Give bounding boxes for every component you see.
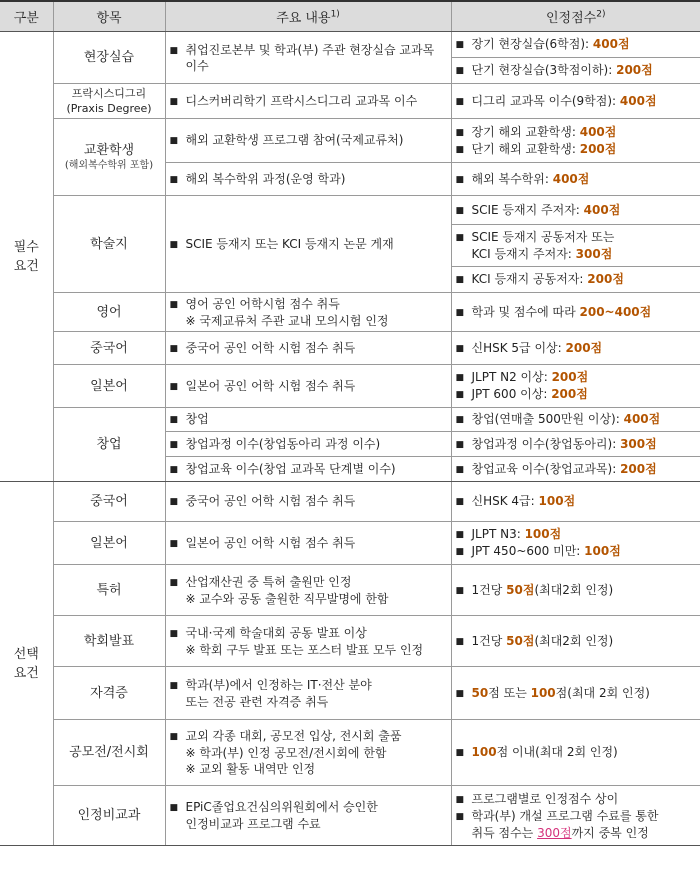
item-japanese-required: 일본어 <box>53 365 165 408</box>
table-row: 프락시스디그리 (Praxis Degree) ■ 디스커버리학기 프락시스디그리 교과목 이수 ■ 디그리 교과목 이수(9학점): 400점 <box>0 84 700 119</box>
section-optional: 선택 요건 <box>0 482 53 846</box>
table-row: 선택 요건 중국어 ■ 중국어 공인 어학 시험 점수 취득 ■ 신HSK 4급: 100점 <box>0 482 700 522</box>
item-contest: 공모전/전시회 <box>53 720 165 786</box>
table-row: ■ 단기 현장실습(3학점이하): 200점 <box>0 58 700 84</box>
item-chinese-required: 중국어 <box>53 332 165 365</box>
table-row: ■ SCIE 등재지 공동저자 또는 KCI 등재지 주저자: 300점 <box>0 225 700 267</box>
table-row: 자격증 ■ 학과(부)에서 인정하는 IT·전산 분야 또는 전공 관련 자격증 취득 ■ 50점 또는 100점(최대 2회 인정) <box>0 667 700 720</box>
item-startup: 창업 <box>53 408 165 482</box>
table-row: 특허 ■ 산업재산권 중 특허 출원만 인정 ※ 교수와 공동 출원한 직무발명에 한함 ■ 1건당 50점(최대2회 인정) <box>0 565 700 616</box>
table-row: 필수 요건 현장실습 ■ 취업진로본부 및 학과(부) 주관 현장실습 교과목 이수 ■ 장기 현장실습(6학점): 400점 <box>0 32 700 58</box>
header-gubun: 구분 <box>0 1 53 32</box>
item-accredited: 인정비교과 <box>53 786 165 846</box>
table-row: 학술지 ■ SCIE 등재지 또는 KCI 등재지 논문 게재 ■ SCIE 등재지 주저자: 400점 <box>0 196 700 225</box>
table-row: 영어 ■ 영어 공인 어학시험 점수 취득 ※ 국제교류처 주관 교내 모의시험 인정 ■ 학과 및 점수에 따라 200~400점 <box>0 293 700 332</box>
table-row: 인정비교과 ■ EPiC졸업요건심의위원회에서 승인한 인정비교과 프로그램 수료 ■ 프로그램별로 인정점수 상이 ■ 학과(부) 개설 프로그램 수료를 통한 취득 점수는 300점까지 중복 인정 <box>0 786 700 846</box>
table-row: 일본어 ■ 일본어 공인 어학 시험 점수 취득 ■ JLPT N2 이상: 200점 ■ JPT 600 이상: 200점 <box>0 365 700 408</box>
header-content: 주요 내용$^{1)}$ <box>165 1 451 32</box>
table-row: 중국어 ■ 중국어 공인 어학 시험 점수 취득 ■ 신HSK 5급 이상: 200점 <box>0 332 700 365</box>
item-patent: 특허 <box>53 565 165 616</box>
table-row: 일본어 ■ 일본어 공인 어학 시험 점수 취득 ■ JLPT N3: 100점 ■ JPT 450~600 미만: 100점 <box>0 522 700 565</box>
item-japanese-optional: 일본어 <box>53 522 165 565</box>
item-conference: 학회발표 <box>53 616 165 667</box>
item-certificate: 자격증 <box>53 667 165 720</box>
table-row: 창업 ■ 창업 ■ 창업(연매출 500만원 이상): 400점 <box>0 408 700 432</box>
item-exchange: 교환학생 (해외복수학위 포함) <box>53 119 165 196</box>
table-row: ■ 해외 복수학위 과정(운영 학과) ■ 해외 복수학위: 400점 <box>0 163 700 196</box>
table-row: 공모전/전시회 ■ 교외 각종 대회, 공모전 입상, 전시회 출품 ※ 학과(부) 인정 공모전/전시회에 한함 ※ 교외 활동 내역만 인정 ■ 100점 이내(최대 2회 인정) <box>0 720 700 786</box>
header-score: 인정점수$^{2)}$ <box>451 1 700 32</box>
table-row: ■ 창업과정 이수(창업동아리 과정 이수) ■ 창업과정 이수(창업동아리): 300점 <box>0 432 700 457</box>
section-required: 필수 요건 <box>0 32 53 482</box>
item-praxis: 프락시스디그리 (Praxis Degree) <box>53 84 165 119</box>
item-english: 영어 <box>53 293 165 332</box>
header-item: 항목 <box>53 1 165 32</box>
table-row: 교환학생 (해외복수학위 포함) ■ 해외 교환학생 프로그램 참여(국제교류처) ■ 장기 해외 교환학생: 400점 ■ 단기 해외 교환학생: 200점 <box>0 119 700 163</box>
table-row: 학회발표 ■ 국내·국제 학술대회 공동 발표 이상 ※ 학회 구두 발표 또는 포스터 발표 모두 인정 ■ 1건당 50점(최대2회 인정) <box>0 616 700 667</box>
item-fieldwork: 현장실습 <box>53 32 165 84</box>
table-header <box>0 1 700 32</box>
item-journal: 학술지 <box>53 196 165 293</box>
table-row: ■ KCI 등재지 공동저자: 200점 <box>0 267 700 293</box>
item-chinese-optional: 중국어 <box>53 482 165 522</box>
table-row: ■ 창업교육 이수(창업 교과목 단계별 이수) ■ 창업교육 이수(창업교과목): 200점 <box>0 457 700 482</box>
